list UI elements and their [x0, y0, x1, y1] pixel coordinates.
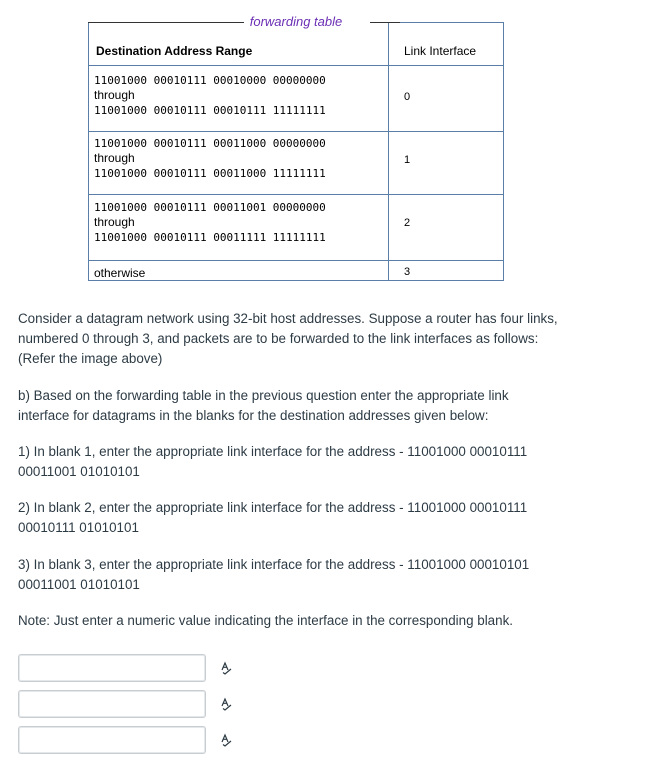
range-start: 11001000 00010111 00011001 00000000 [94, 201, 326, 214]
question-note: Note: Just enter a numeric value indicating the interface in the corresponding blank. [18, 613, 513, 628]
question-intro: Consider a datagram network using 32-bit host addresses. Suppose a router has four links, numbered 0 through 3, and packets are to be forwarded to the link interfaces as follows: (Refer the image above) [18, 311, 558, 366]
table-border-top-right [388, 22, 504, 23]
blank-1-input[interactable] [18, 654, 206, 682]
interface-value: 2 [404, 217, 411, 229]
header-link-interface: Link Interface [404, 44, 477, 58]
table-row-divider-1 [88, 131, 504, 132]
range-start: 11001000 00010111 00010000 00000000 [94, 74, 326, 87]
interface-value: 3 [404, 266, 411, 278]
blank-3-input[interactable] [18, 726, 206, 754]
forwarding-table-figure [88, 10, 504, 284]
figure-title: forwarding table [88, 14, 504, 29]
table-row-divider-3 [88, 260, 504, 261]
blank-2-input[interactable] [18, 690, 206, 718]
question-item-1: 1) In blank 1, enter the appropriate link interface for the address - 11001000 00010111 00011001 01010101 [18, 444, 528, 479]
table-column-divider [388, 22, 389, 280]
table-row [94, 73, 326, 118]
question-item-2: 2) In blank 2, enter the appropriate link interface for the address - 11001000 00010111 00010111 01010101 [18, 500, 528, 535]
range-through: through [94, 215, 135, 229]
interface-value: 0 [404, 91, 411, 103]
table-header-divider [88, 65, 504, 66]
range-through: through [94, 151, 135, 165]
table-row-divider-2 [88, 194, 504, 195]
title-rule-right [370, 22, 400, 23]
table-border-bottom [88, 280, 504, 281]
interface-value: 1 [404, 154, 411, 166]
table-row [94, 136, 326, 181]
range-end: 11001000 00010111 00011111 11111111 [94, 231, 326, 244]
table-row [94, 200, 326, 245]
spellcheck-icon[interactable] [219, 733, 233, 747]
range-through: through [94, 88, 135, 102]
table-border-left [88, 22, 89, 280]
spellcheck-icon[interactable] [219, 661, 233, 675]
header-destination-range: Destination Address Range [96, 44, 253, 58]
title-rule-left [88, 22, 248, 23]
range-end: 11001000 00010111 00010111 11111111 [94, 104, 326, 117]
range-end: 11001000 00010111 00011000 11111111 [94, 167, 326, 180]
question-item-3: 3) In blank 3, enter the appropriate link interface for the address - 11001000 00010101 00011001 01010101 [18, 557, 530, 592]
spellcheck-icon[interactable] [219, 697, 233, 711]
table-border-right [503, 22, 504, 280]
question-part-b: b) Based on the forwarding table in the previous question enter the appropriate link interface for datagrams in the blanks for the destination addresses given below: [18, 388, 509, 423]
range-start: 11001000 00010111 00011000 00000000 [94, 137, 326, 150]
otherwise-label: otherwise [94, 266, 146, 280]
